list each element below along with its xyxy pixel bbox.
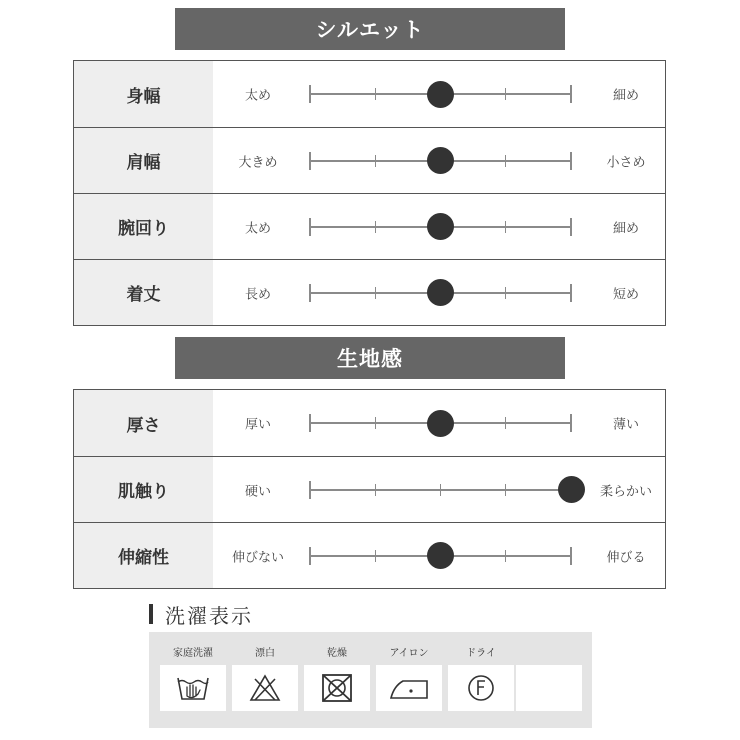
scale-tick <box>570 152 572 170</box>
care-item-bleach <box>232 632 298 728</box>
scale-tick <box>505 155 506 167</box>
scale-tick <box>570 85 572 103</box>
care-symbol-box <box>160 665 226 711</box>
spec-label: 厚さ <box>74 390 213 456</box>
care-item-iron <box>376 632 442 728</box>
scale-tick <box>375 88 376 100</box>
spec-label: 肌触り <box>74 457 213 522</box>
spec-scale <box>213 390 665 456</box>
scale-right-label: 伸びる <box>606 550 646 565</box>
care-symbol-box <box>304 665 370 711</box>
care-panel <box>149 632 592 728</box>
care-label: 家庭洗濯 <box>173 648 213 659</box>
spec-row <box>74 390 665 456</box>
spec-label: 伸縮性 <box>74 523 213 588</box>
care-symbol-box <box>376 665 442 711</box>
scale-tick <box>570 218 572 236</box>
scale-tick <box>375 417 376 429</box>
scale-left-label: 太め <box>244 221 271 236</box>
spec-row <box>74 259 665 325</box>
care-label: ドライ <box>466 648 496 659</box>
scale-left-label: 厚い <box>244 417 271 433</box>
scale-tick <box>375 221 376 233</box>
scale-tick <box>309 481 311 499</box>
spec-row <box>74 127 665 193</box>
scale-indicator-dot <box>427 147 454 174</box>
no-bleach-icon <box>248 673 282 703</box>
spec-label: 腕回り <box>74 194 213 259</box>
scale-tick <box>505 484 506 496</box>
care-symbol-box <box>232 665 298 711</box>
scale-left-label: 伸びない <box>231 550 284 565</box>
section-header-silhouette: シルエット <box>175 8 565 50</box>
scale-indicator-dot <box>427 213 454 240</box>
fabric-table <box>73 389 666 589</box>
scale-tick <box>375 155 376 167</box>
scale-tick <box>309 85 311 103</box>
scale-tick <box>505 550 506 562</box>
care-label: アイロン <box>389 648 429 659</box>
care-item-drying <box>304 632 370 728</box>
scale-tick <box>570 547 572 565</box>
spec-scale <box>213 128 665 193</box>
spec-label: 身幅 <box>74 61 213 127</box>
scale-right-label: 細め <box>612 221 639 236</box>
spec-row <box>74 456 665 522</box>
scale-right-label: 細め <box>612 88 639 104</box>
spec-scale <box>213 457 665 522</box>
scale-tick <box>375 287 376 299</box>
scale-left-label: 長め <box>244 287 271 302</box>
iron-low-icon <box>388 674 430 702</box>
spec-row <box>74 61 665 127</box>
scale-tick <box>309 152 311 170</box>
spec-scale <box>213 194 665 259</box>
scale-right-label: 柔らかい <box>599 484 652 499</box>
scale-tick <box>375 484 376 496</box>
spec-label: 肩幅 <box>74 128 213 193</box>
scale-tick <box>505 417 506 429</box>
scale-tick <box>309 414 311 432</box>
care-title-text: 洗濯表示 <box>165 603 253 628</box>
spec-row <box>74 522 665 588</box>
scale-left-label: 硬い <box>244 484 271 499</box>
scale-tick <box>505 221 506 233</box>
spec-label: 着丈 <box>74 260 213 325</box>
care-label: 漂白 <box>255 648 275 659</box>
scale-tick <box>309 218 311 236</box>
title-bar <box>149 604 153 624</box>
dry-clean-f-icon <box>465 672 497 704</box>
care-item-home-wash <box>160 632 226 728</box>
scale-right-label: 短め <box>612 287 639 302</box>
care-label: 乾燥 <box>327 648 347 659</box>
care-item-empty <box>516 632 582 728</box>
scale-left-label: 太め <box>244 88 271 104</box>
silhouette-table <box>73 60 666 326</box>
scale-indicator-dot <box>427 542 454 569</box>
scale-tick <box>309 547 311 565</box>
scale-right-label: 薄い <box>612 417 639 433</box>
scale-tick <box>505 287 506 299</box>
hand-wash-icon <box>175 672 211 704</box>
section-header-fabric: 生地感 <box>175 337 565 379</box>
care-title <box>149 603 253 628</box>
scale-tick <box>505 88 506 100</box>
scale-tick <box>570 284 572 302</box>
spec-scale <box>213 523 665 588</box>
scale-tick <box>570 414 572 432</box>
care-symbol-box <box>448 665 514 711</box>
scale-indicator-dot <box>558 476 585 503</box>
scale-tick <box>375 550 376 562</box>
spec-scale <box>213 260 665 325</box>
scale-tick <box>440 484 441 496</box>
spec-scale <box>213 61 665 127</box>
care-item-dry-clean <box>448 632 514 728</box>
care-symbol-box-empty <box>516 665 582 711</box>
spec-row <box>74 193 665 259</box>
no-tumble-dry-icon <box>320 672 354 704</box>
scale-indicator-dot <box>427 279 454 306</box>
scale-tick <box>309 284 311 302</box>
scale-right-label: 小さめ <box>606 155 646 170</box>
scale-indicator-dot <box>427 410 454 437</box>
scale-left-label: 大きめ <box>238 155 278 170</box>
scale-indicator-dot <box>427 81 454 108</box>
